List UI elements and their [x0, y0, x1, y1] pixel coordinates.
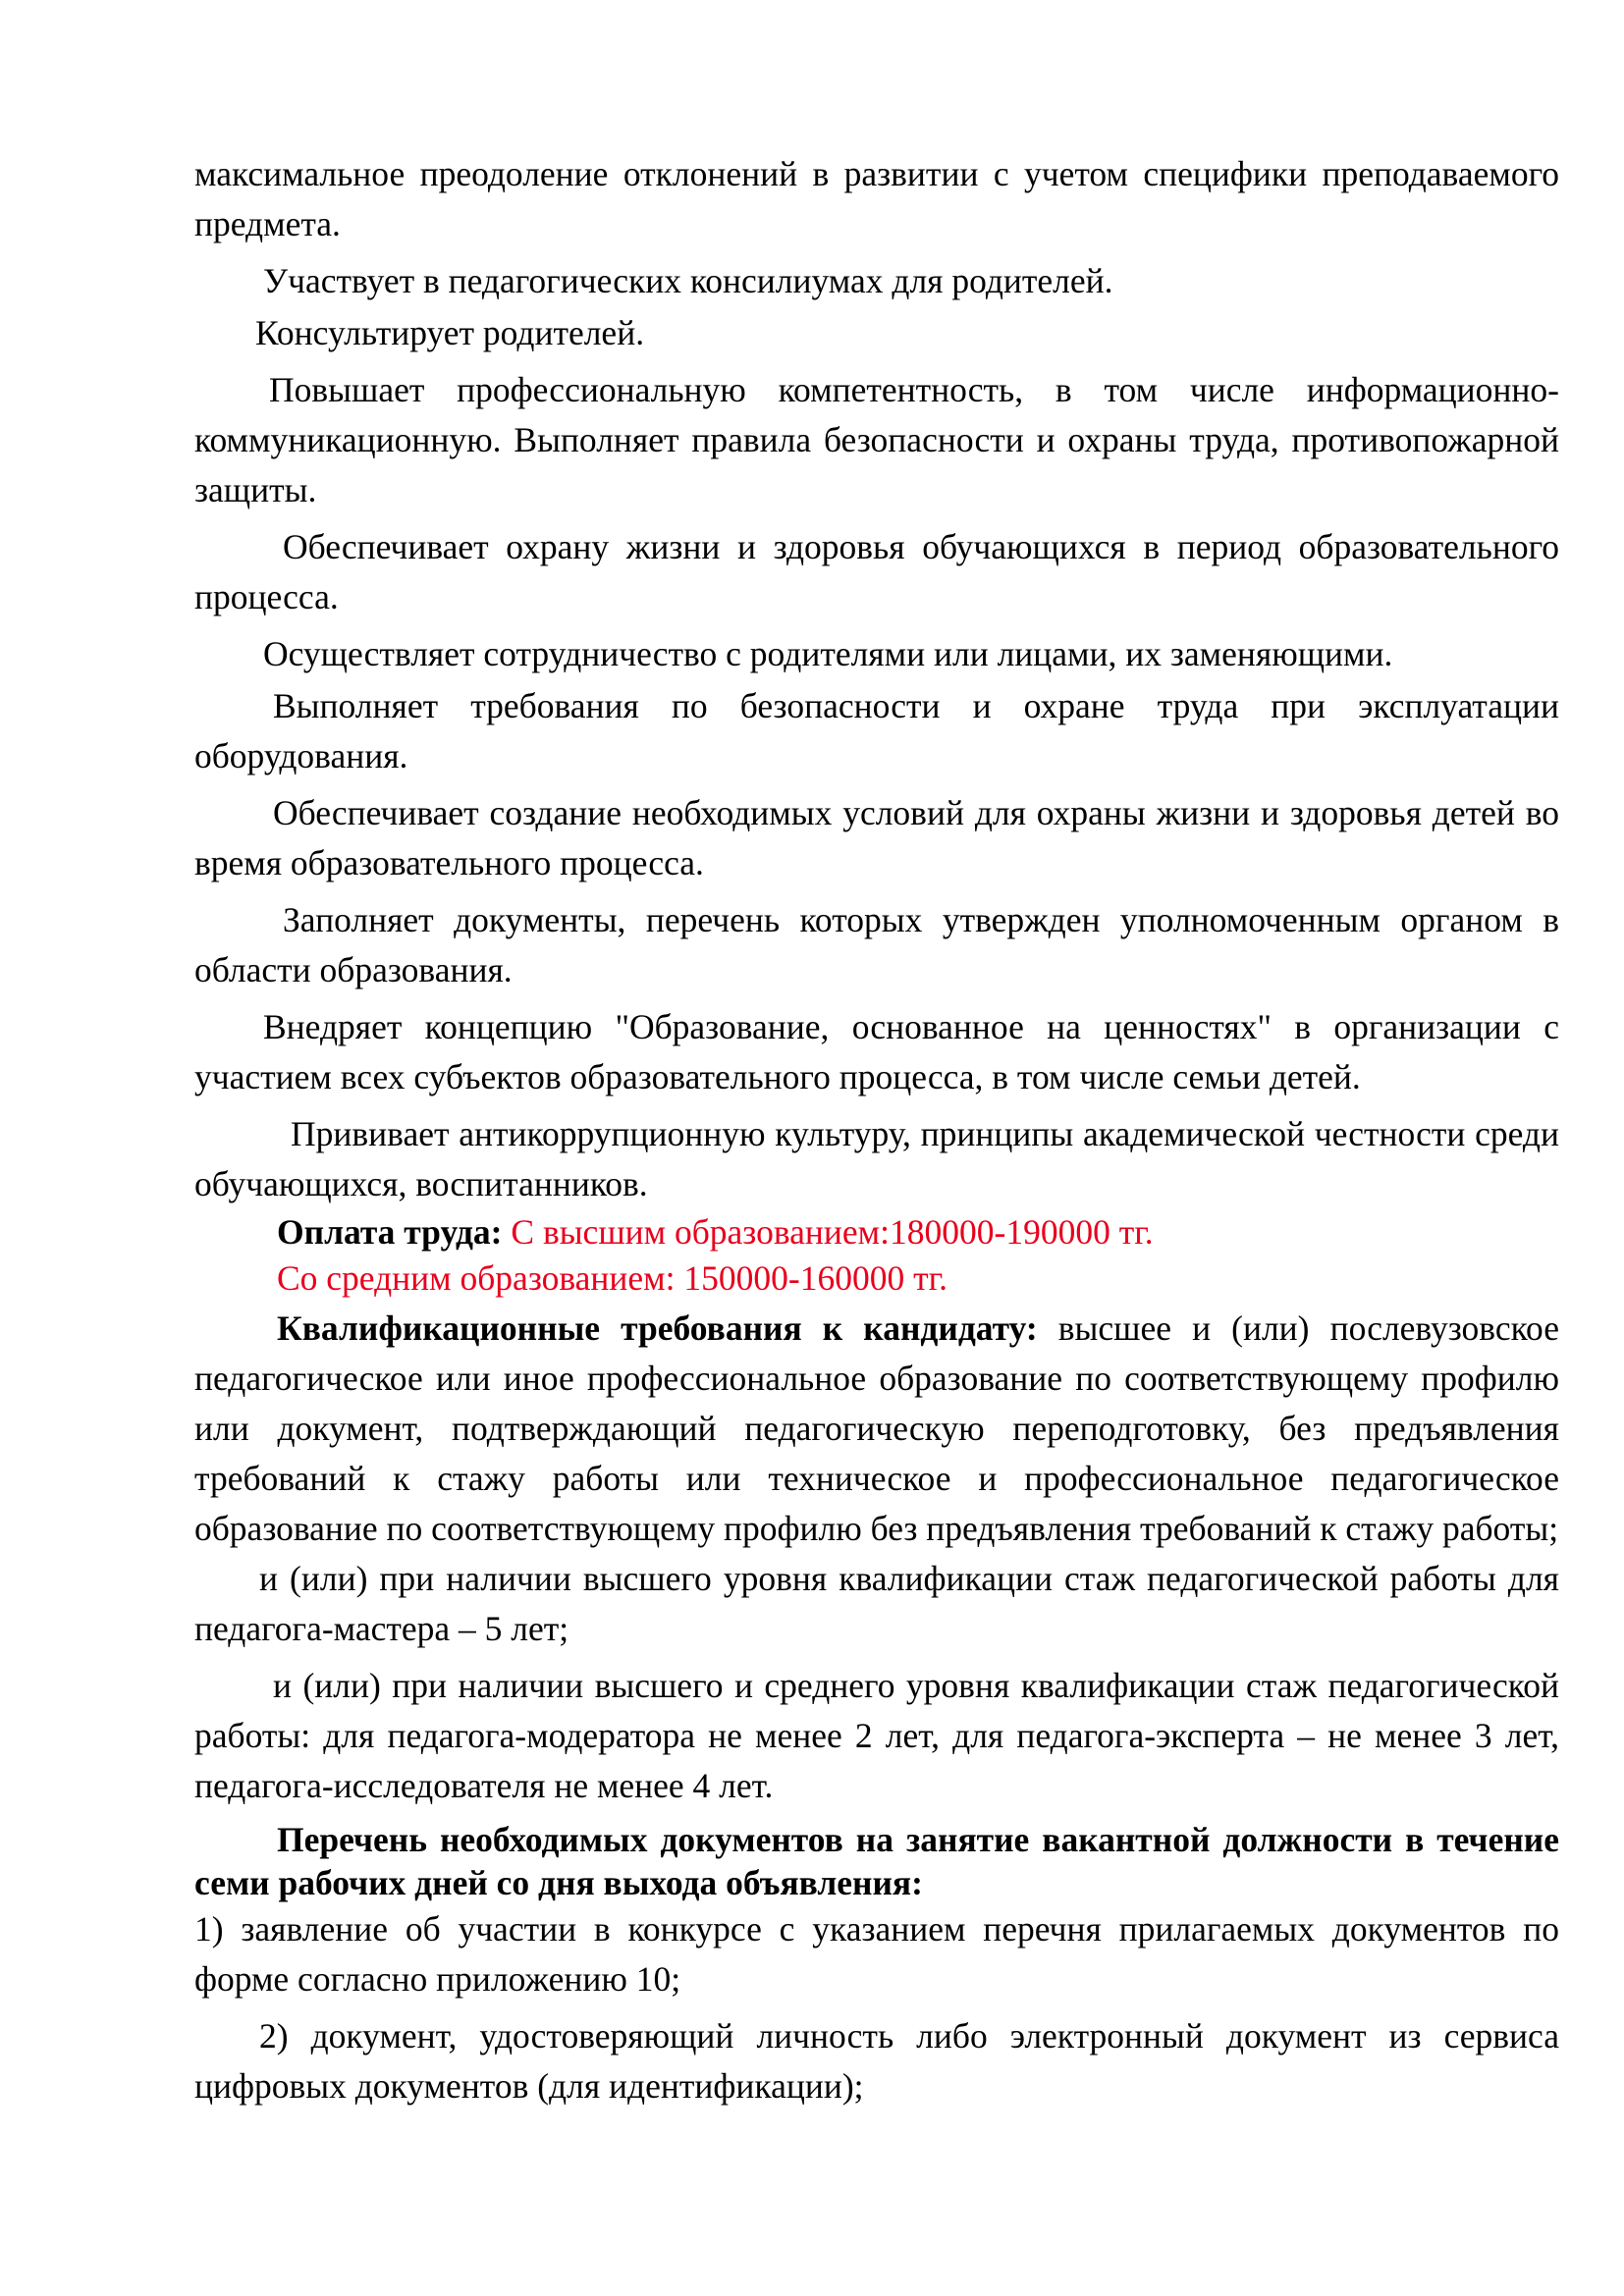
- paragraph-consiliums: Участвует в педагогических консилиумах для родителей.: [263, 261, 1113, 300]
- qualification-label: Квалификационные требования к кандидату:: [277, 1308, 1038, 1348]
- qualification-text: высшее и (или) послевузовское педагогическое или иное профессиональное образование по соответствующему профилю или документ, подтверждающий педагогическую переподготовку, без предъявления требований к стажу работы или техническое и профессиональное педагогическое образование по соответствующему профилю без предъявления требований к стажу работы;: [194, 1308, 1559, 1548]
- document-item-1: 1) заявление об участии в конкурсе с указанием перечня прилагаемых документов по форме согласно приложению 10;: [194, 1909, 1559, 1999]
- paragraph-levels-experience: и (или) при наличии высшего и среднего уровня квалификации стаж педагогической работы: для педагога-модератора не менее 2 лет, для педагога-эксперта – не менее 3 лет, педагога-исследователя не менее 4 лет.: [194, 1666, 1559, 1805]
- salary-label: Оплата труда:: [277, 1212, 503, 1252]
- documents-heading: Перечень необходимых документов на занятие вакантной должности в течение семи рабочих дней со дня выхода объявления:: [194, 1820, 1559, 1902]
- paragraph-fills-documents: Заполняет документы, перечень которых утвержден уполномоченным органом в области образования.: [194, 900, 1559, 989]
- paragraph-anticorruption: Прививает антикоррупционную культуру, принципы академической честности среди обучающихся, воспитанников.: [194, 1114, 1559, 1203]
- paragraph-safety-requirements: Выполняет требования по безопасности и охране труда при эксплуатации оборудования.: [194, 686, 1559, 775]
- paragraph-cooperation: Осуществляет сотрудничество с родителями или лицами, их заменяющими.: [263, 634, 1393, 673]
- paragraph-life-protection: Обеспечивает охрану жизни и здоровья обучающихся в период образовательного процесса.: [194, 527, 1559, 616]
- paragraph-competence: Повышает профессиональную компетентность, в том числе информационно-коммуникационную. Выполняет правила безопасности и охраны труда, противопожарной защиты.: [194, 370, 1559, 509]
- salary-higher-line: [194, 1209, 1559, 1255]
- paragraph-qualification: [194, 1304, 1559, 1554]
- salary-secondary: Со средним образованием: 150000-160000 тг.: [277, 1258, 948, 1298]
- paragraph-values-concept: Внедряет концепцию "Образование, основанное на ценностях" в организации с участием всех субъектов образовательного процесса, в том числе семьи детей.: [194, 1007, 1559, 1096]
- document-page: [194, 149, 1559, 2111]
- paragraph-consults-parents: Консультирует родителей.: [255, 313, 645, 352]
- salary-higher: С высшим образованием:180000-190000 тг.: [502, 1212, 1154, 1252]
- document-item-2: 2) документ, удостоверяющий личность либо электронный документ из сервиса цифровых документов (для идентификации);: [194, 2016, 1559, 2106]
- paragraph-specific-deviations: максимальное преодоление отклонений в развитии с учетом специфики преподаваемого предмета.: [194, 154, 1559, 243]
- paragraph-master-experience: и (или) при наличии высшего уровня квалификации стаж педагогической работы для педагога-мастера – 5 лет;: [194, 1559, 1559, 1648]
- paragraph-conditions: Обеспечивает создание необходимых условий для охраны жизни и здоровья детей во время образовательного процесса.: [194, 793, 1559, 882]
